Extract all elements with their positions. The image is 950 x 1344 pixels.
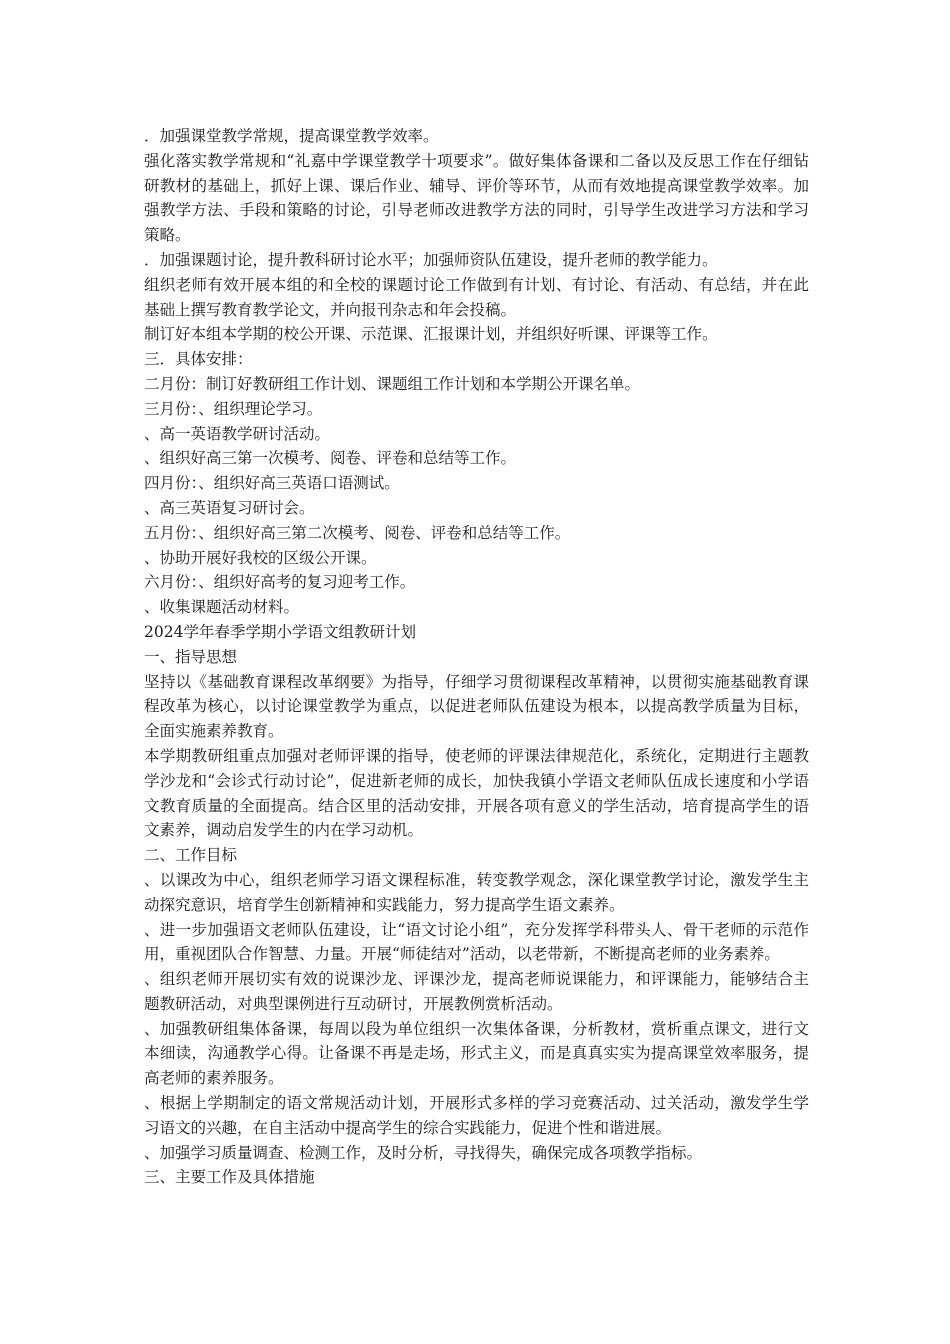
schedule-item: 四月份：、组织好高三英语口语测试。	[144, 474, 400, 493]
list-item: 、进一步加强语文老师队伍建设，让“语文讨论小组”，充分发挥学科带头人、骨干老师的示范作用，重视团队合作智慧、力量。开展“师徒结对”活动，以老带新，不断提高老师的业务素养。	[144, 920, 809, 964]
paragraph: 本学期教研组重点加强对老师评课的指导，使老师的评课法律规范化，系统化，定期进行主题教学沙龙和“会诊式行动讨论”，促进新老师的成长，加快我镇小学语文老师队伍成长速度和小学语文教育质量的全面提高。结合区里的活动安排，开展各项有意义的学生活动，培育提高学生的语文素养，调动启发学生的内在学习动机。	[144, 746, 809, 840]
schedule-item: 、收集课题活动材料。	[144, 598, 300, 617]
section-heading: 一、指导思想	[144, 647, 238, 666]
section-heading: 三、主要工作及具体措施	[144, 1168, 315, 1187]
schedule-item: 五月份：、组织好高三第二次模考、阅卷、评卷和总结等工作。	[144, 523, 571, 542]
schedule-item: 六月份：、组织好高考的复习迎考工作。	[144, 573, 416, 592]
paragraph: ．加强课题讨论，提升教科研讨论水平；加强师资队伍建设，提升老师的教学能力。	[144, 250, 718, 269]
paragraph: 强化落实教学常规和“礼嘉中学课堂教学十项要求”。做好集体备课和二备以及反思工作在仔细钻研教材的基础上，抓好上课、课后作业、辅导、评价等环节，从而有效地提高课堂教学效率。加强教学方法、手段和策略的讨论，引导老师改进教学方法的同时，引导学生改进学习方法和学习策略。	[144, 151, 809, 245]
schedule-item: 、组织好高三第一次模考、阅卷、评卷和总结等工作。	[144, 449, 517, 468]
section-heading: 三．具体安排：	[144, 350, 253, 369]
schedule-item: 、高一英语教学研讨活动。	[144, 424, 331, 443]
list-item: 、根据上学期制定的语文常规活动计划，开展形式多样的学习竞赛活动、过关活动，激发学生学习语文的兴趣，在自主活动中提高学生的综合实践能力，促进个性和谐进展。	[144, 1094, 809, 1137]
schedule-item: 二月份：制订好教研组工作计划、课题组工作计划和本学期公开课名单。	[144, 374, 641, 393]
schedule-item: 、高三英语复习研讨会。	[144, 498, 315, 517]
schedule-item: 三月份：、组织理论学习。	[144, 399, 323, 418]
list-item: 、组织老师开展切实有效的说课沙龙、评课沙龙，提高老师说课能力，和评课能力，能够结合主题教研活动，对典型课例进行互动研讨，开展教例赏析活动。	[144, 970, 809, 1013]
paragraph: 组织老师有效开展本组的和全校的课题讨论工作做到有计划、有讨论、有活动、有总结，并在此基础上撰写教育教学论文，并向报刊杂志和年会投稿。	[144, 275, 809, 319]
document-title: 2024学年春季学期小学语文组教研计划	[144, 622, 416, 641]
list-item: 、以课改为中心，组织老师学习语文课程标准，转变教学观念，深化课堂教学讨论，激发学生主动探究意识，培育学生创新精神和实践能力，努力提高学生语文素养。	[144, 870, 809, 914]
paragraph: ．加强课堂教学常规，提高课堂教学效率。	[144, 127, 439, 145]
list-item: 、加强学习质量调查、检测工作，及时分析，寻找得失，确保完成各项教学指标。	[144, 1143, 703, 1162]
document-page	[144, 124, 809, 1190]
list-item: 、加强教研组集体备课，每周以段为单位组织一次集体备课，分析教材，赏析重点课文，进行文本细读，沟通教学心得。让备课不再是走场，形式主义，而是真真实实为提高课堂效率服务，提高老师的素养服务。	[144, 1019, 809, 1088]
schedule-item: 、协助开展好我校的区级公开课。	[144, 548, 377, 567]
paragraph: 坚持以《基础教育课程改革纲要》为指导，仔细学习贯彻课程改革精神，以贯彻实施基础教育课程改革为核心，以讨论课堂教学为重点，以促进老师队伍建设为根本，以提高教学质量为目标，全面实施素养教育。	[144, 672, 809, 741]
paragraph: 制订好本组本学期的校公开课、示范课、汇报课计划，并组织好听课、评课等工作。	[144, 325, 718, 344]
section-heading: 二、工作目标	[144, 846, 238, 865]
